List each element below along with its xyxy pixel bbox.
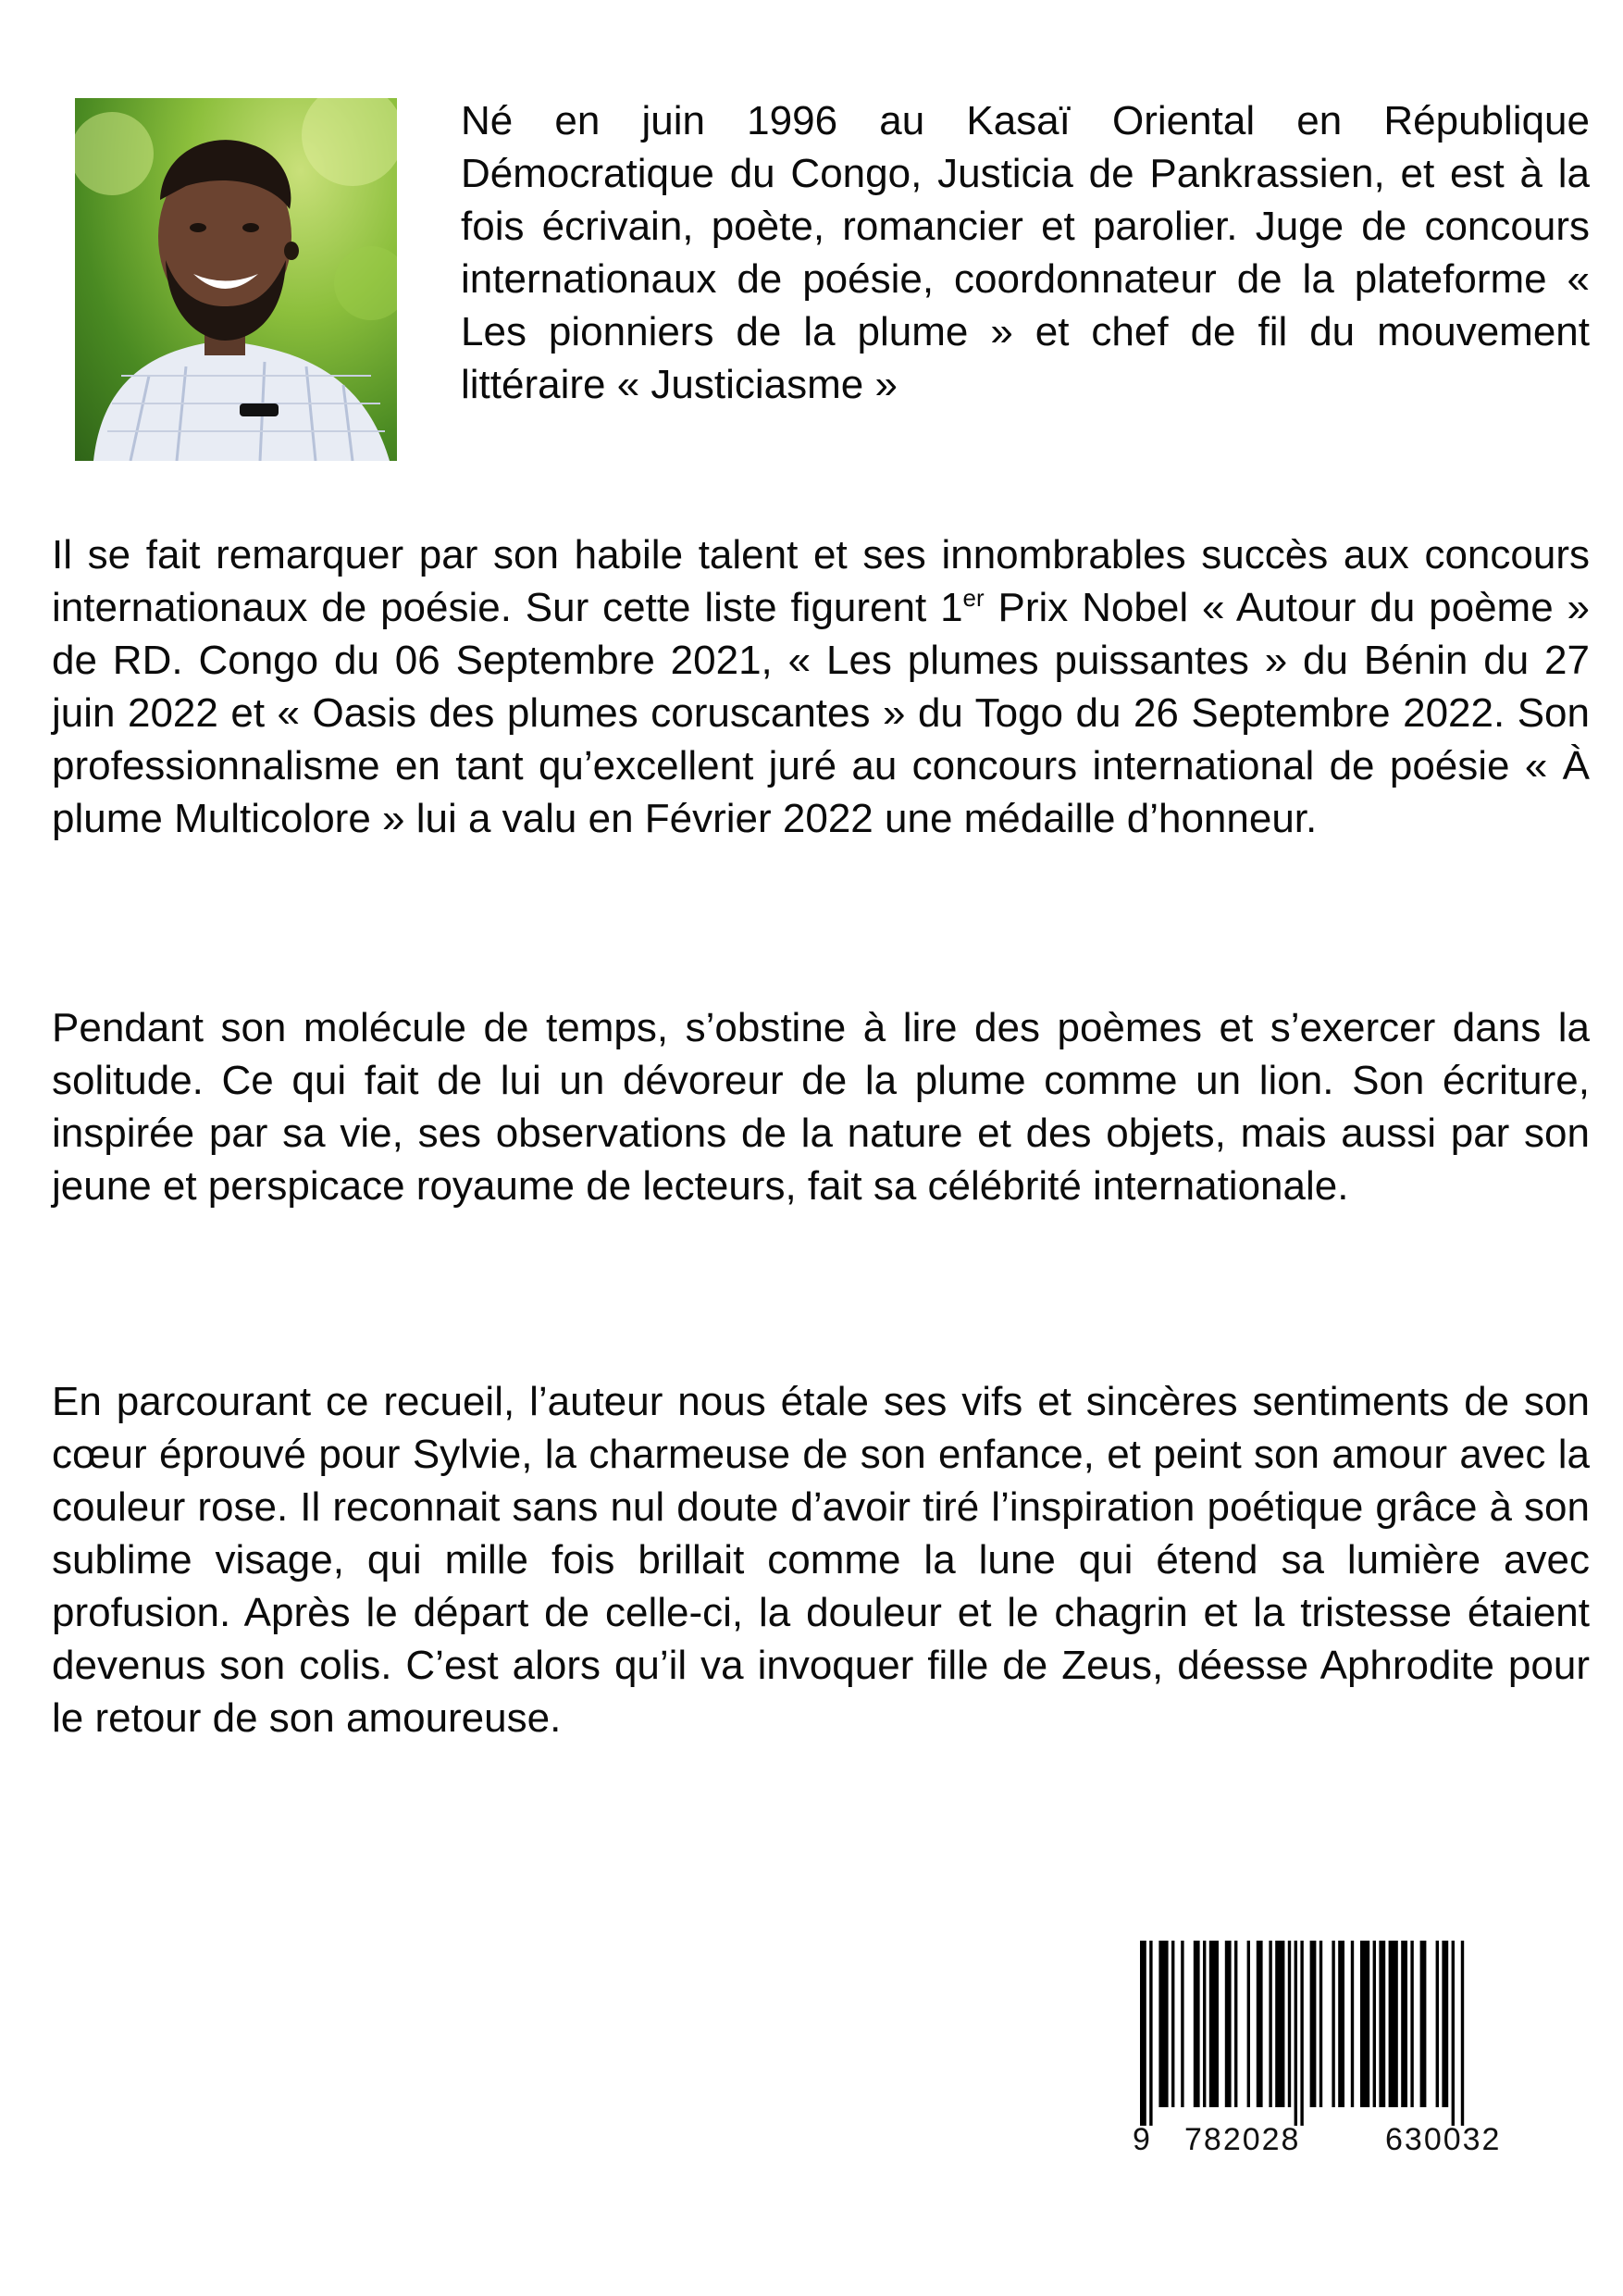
barcode-bar: [1194, 1941, 1200, 2107]
barcode-bar: [1225, 1941, 1232, 2107]
barcode-bar: [1149, 1941, 1152, 2126]
barcode-bar: [1373, 1941, 1376, 2107]
barcode-bar: [1288, 1941, 1291, 2107]
barcode-bar: [1401, 1941, 1407, 2107]
barcode-bar: [1461, 1941, 1464, 2126]
barcode-bar: [1275, 1941, 1284, 2107]
barcode-bar: [1379, 1941, 1385, 2107]
awards-text-start: Il se fait remarquer par son habile talent et ses innombrables succès aux concours internationaux de poésie. Sur cette liste figurent 1: [52, 532, 1590, 630]
barcode-bar: [1181, 1941, 1183, 2107]
author-bio-paragraph: Né en juin 1996 au Kasaï Oriental en République Démocratique du Congo, Justicia de Pankrassien, et est à la fois écrivain, poète, romancier et parolier. Juge de concours internationaux de poésie, coordonnateur de la plateforme « Les pionniers de la plume » et chef de fil du mouvement littéraire « Justiciasme »: [461, 98, 1590, 407]
barcode-bar: [1436, 1941, 1439, 2107]
barcode-bar: [1203, 1941, 1206, 2107]
barcode-bar: [1389, 1941, 1398, 2107]
barcode-bar: [1442, 1941, 1448, 2107]
author-writing-paragraph: Pendant son molécule de temps, s’obstine à lire des poèmes et s’exercer dans la solitude. Ce qui fait de lui un dévoreur de la plume comme un lion. Son écriture, inspirée par sa vie, ses observations de la nature et des objets, mais aussi par son jeune et perspicace royaume de lecteurs, fait sa célébrité internationale.: [52, 1005, 1590, 1209]
barcode-bar: [1300, 1941, 1303, 2126]
awards-text-end: Prix Nobel « Autour du poème » de RD. Congo du 06 Septembre 2021, « Les plumes puissantes » du Bénin du 27 juin 2022 et « Oasis des plumes coruscantes » du Togo du 26 Septembre 2022. Son professionnalisme en tant qu’excellent juré au concours international de poésie « À plume Multicolore » lui a valu en Février 2022 une médaille d’honneur.: [52, 585, 1590, 841]
barcode-bar: [1338, 1941, 1344, 2107]
barcode-bar: [1269, 1941, 1271, 2107]
barcode-digit-group-right: 630032: [1385, 2122, 1502, 2157]
barcode-digit-prefix: 9: [1133, 2122, 1152, 2157]
barcode-bar: [1171, 1941, 1174, 2107]
barcode-digit-group-left: 782028: [1184, 2122, 1301, 2157]
barcode-bar: [1452, 1941, 1455, 2126]
isbn-barcode: [1133, 1941, 1558, 2144]
barcode-bar: [1420, 1941, 1427, 2107]
barcode-bar: [1234, 1941, 1237, 2107]
collection-summary-paragraph: En parcourant ce recueil, l’auteur nous étale ses vifs et sincères sentiments de son cœur éprouvé pour Sylvie, la charmeuse de son enfance, et peint son amour avec la couleur rose. Il reconnait sans nul doute d’avoir tiré l’inspiration poétique grâce à son sublime visage, qui mille fois brillait comme la lune qui étend sa lumière avec profusion. Après le départ de celle-ci, la douleur et le chagrin et la tristesse étaient devenus son colis. C’est alors qu’il va invoquer fille de Zeus, déesse Aphrodite pour le retour de son amoureuse.: [52, 1379, 1590, 1741]
author-photo: [75, 98, 397, 461]
barcode-bar: [1360, 1941, 1369, 2107]
barcode-bar: [1257, 1941, 1263, 2107]
author-portrait-illustration: [75, 98, 397, 461]
barcode-bars: [1133, 1941, 1558, 2126]
barcode-bar: [1295, 1941, 1297, 2126]
ordinal-superscript: er: [962, 584, 985, 612]
barcode-bar: [1158, 1941, 1168, 2107]
barcode-bar: [1332, 1941, 1334, 2107]
author-awards-paragraph: [52, 528, 1590, 845]
barcode-bar: [1410, 1941, 1413, 2107]
barcode-bar: [1247, 1941, 1250, 2107]
barcode-bar: [1351, 1941, 1354, 2107]
barcode-bar: [1319, 1941, 1322, 2107]
barcode-bar: [1209, 1941, 1219, 2107]
barcode-bar: [1310, 1941, 1317, 2107]
barcode-bar: [1140, 1941, 1146, 2126]
